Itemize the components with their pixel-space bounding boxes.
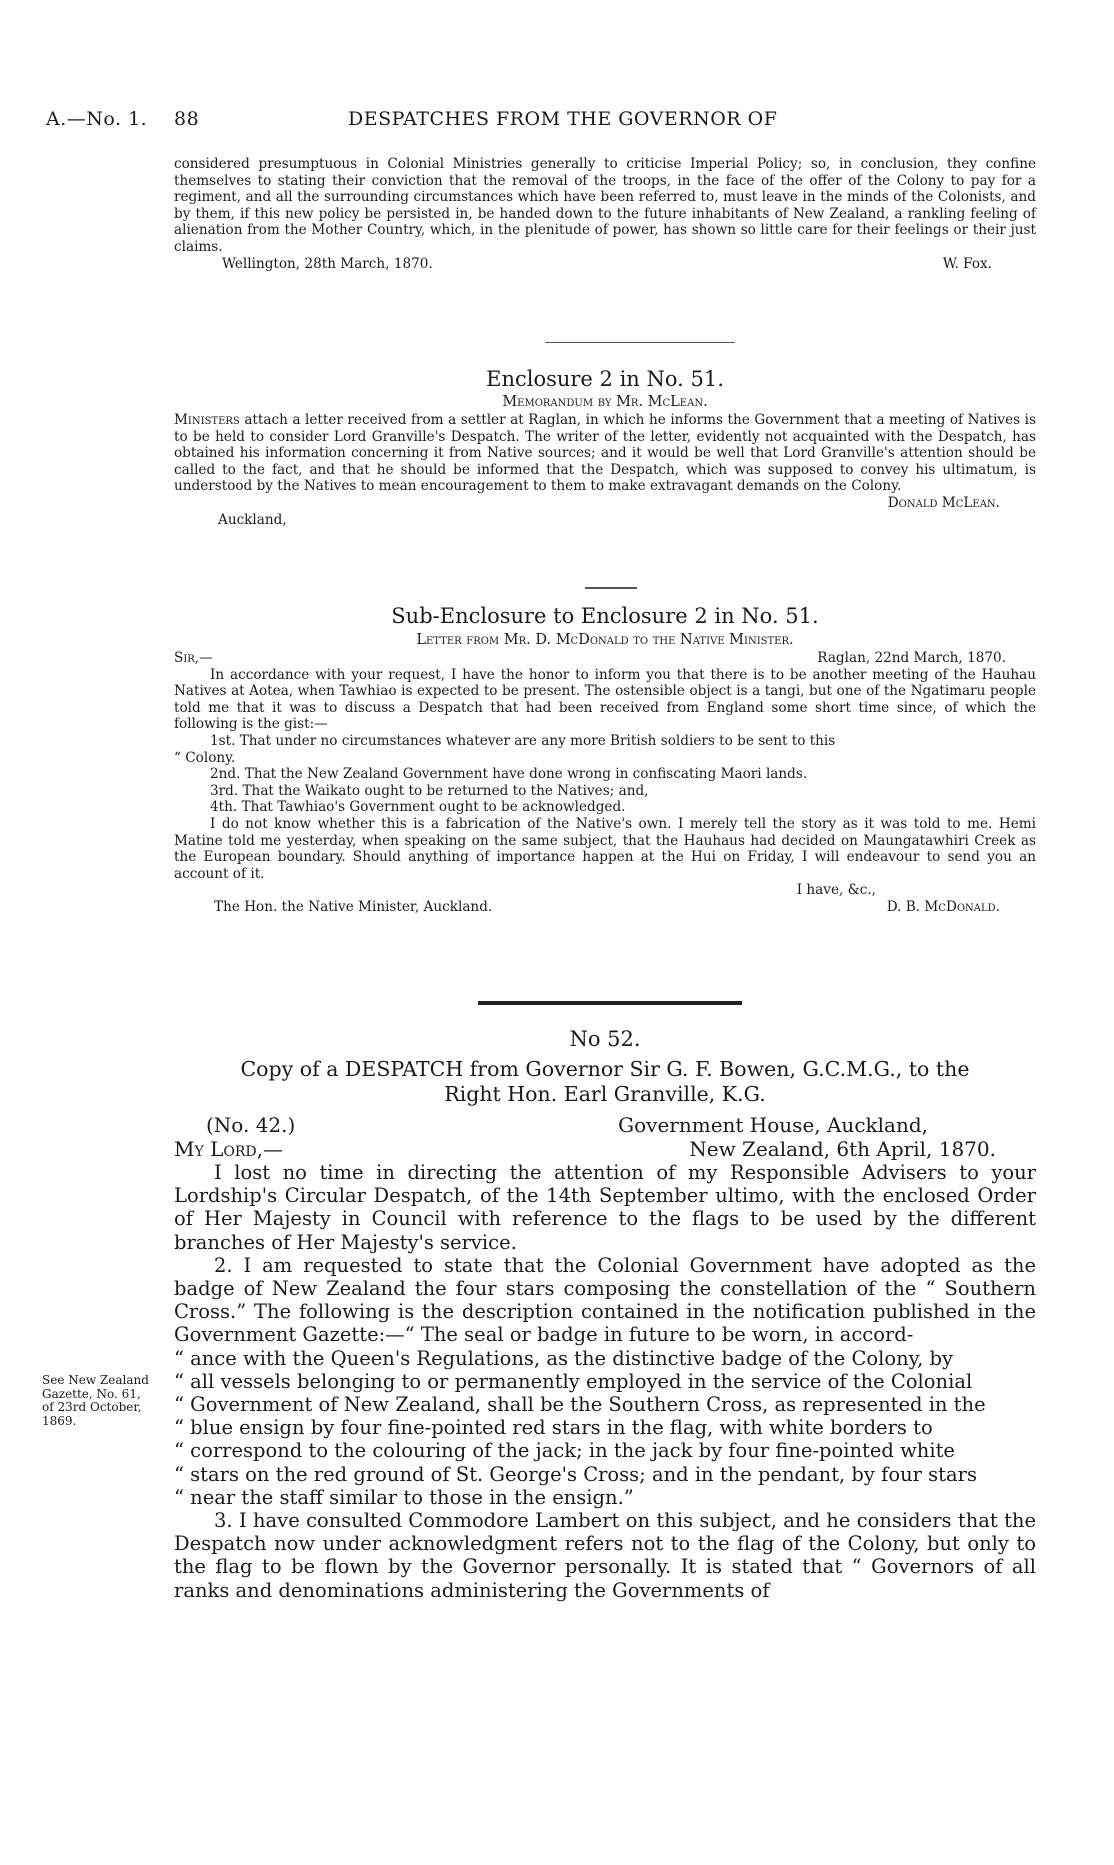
despatch-address-1: Government House, Auckland, [618,1113,928,1137]
list-item-1-continued: “ Colony. [174,749,236,766]
opening-place-date: Wellington, 28th March, 1870. [222,255,433,272]
sub-enclosure-closing: I have, &c., [796,882,876,899]
list-item-3: 3rd. That the Waikato ought to be returned to the Natives; and, [210,782,649,799]
quote-line: “ near the staff similar to those in the ensign.” [174,1485,634,1509]
short-divider [585,587,637,589]
quote-line: “ Government of New Zealand, shall be the Southern Cross, as represented in the [174,1393,986,1417]
despatch-para3: 3. I have consulted Commodore Lambert on this subject, and he considers that the Despatch now under acknowledgment refers not to the flag of the Colony, but only to the flag to be flown by the Governor personally. It is stated that “ Governors of all ranks and denominations administering the Governments of [174,1509,1036,1602]
list-item-4: 4th. That Tawhiao's Government ought to be acknowledged. [210,799,626,816]
despatch-address-2: New Zealand, 6th April, 1870. [689,1137,996,1161]
series-label: A.—No. 1. [46,108,148,130]
enclosure-2-title: Enclosure 2 in No. 51. [486,367,724,391]
margin-note-line: of 23rd October, [42,1400,142,1414]
sub-enclosure [174,602,1036,916]
sub-enclosure-place-date: Raglan, 22nd March, 1870. [817,650,1006,666]
thick-divider [478,1001,742,1005]
quote-line: “ ance with the Queen's Regulations, as the distinctive badge of the Colony, by [174,1346,954,1370]
sub-enclosure-addressee: The Hon. the Native Minister, Auckland. [214,898,493,915]
enclosure-2-lead: Ministers [174,412,240,428]
despatch-salutation-row [174,1137,1036,1161]
quote-line: “ stars on the red ground of St. George's Cross; and in the pendant, by four stars [174,1462,977,1486]
sub-enclosure-signature: D. B. McDonald. [886,898,1000,915]
despatch-no-52 [174,1025,1036,1602]
section-divider [545,342,735,343]
list-item-2: 2nd. That the New Zealand Government have done wrong in confiscating Maori lands. [210,766,808,783]
opening-signature: W. Fox. [942,255,992,272]
margin-note-line: See New Zealand [42,1373,149,1387]
sub-enclosure-salutation: Sir,— [174,650,213,666]
page-number: 88 [174,108,200,130]
enclosure-2-body [174,412,1036,495]
opening-section [174,156,1036,272]
enclosure-2 [174,366,1036,528]
opening-signoff [174,256,1036,273]
despatch-ref: (No. 42.) [206,1113,296,1137]
despatch-title-line2: Right Hon. Earl Granville, K.G. [444,1082,766,1106]
margin-note-line: 1869. [42,1413,77,1428]
despatch-para1: I lost no time in directing the attention of my Responsible Advisers to your Lordship's Circular Despatch, of the 14th September ultimo, with the enclosed Order of Her Majesty in Council with reference to the flags to be used by the different branches of Her Majesty's service. [174,1161,1036,1254]
despatch-title-line1: Copy of a DESPATCH from Governor Sir G. F. Bowen, G.C.M.G., to the [240,1057,970,1081]
despatch-para2: 2. I am requested to state that the Colonial Government have adopted as the badge of New Zealand the four stars composing the constellation of the “ Southern Cross.” The following is the description contained in the notification published in the Government Gazette:—“ The seal or badge in future to be worn, in accord- [174,1253,1036,1347]
despatch-ref-row [174,1113,1036,1137]
sub-enclosure-title: Sub-Enclosure to Enclosure 2 in No. 51. [391,604,819,628]
opening-paragraph: considered presumptuous in Colonial Ministries generally to criticise Imperial Policy; so, in conclusion, they confine themselves to stating their conviction that the removal of the troops, in the face of the offer of the Colony to pay for a regiment, and all the surrounding circumstances which have been referred to, must leave in the minds of the Colonists, and by them, if this new policy be persisted in, be handed down to the future inhabitants of New Zealand, a rankling feeling of alienation from the Mother Country, which, in the plenitude of power, has shown so little care for their feelings or their just claims. [174,156,1036,255]
sub-enclosure-salutation-row [174,650,1036,667]
margin-note [42,1374,172,1428]
sub-enclosure-subtitle: Letter from Mr. D. McDonald to the Native Minister. [416,632,794,648]
quote-line: “ correspond to the colouring of the jack; in the jack by four fine-pointed white [174,1439,955,1463]
margin-note-line: Gazette, No. 61, [42,1386,141,1401]
enclosure-2-text: attach a letter received from a settler at Raglan, in which he informs the Government that a meeting of Natives is to be held to consider Lord Granville's Despatch. The writer of the letter, evidently not acquainted with the Despatch, has obtained his information concerning it from Native sources; and it would be well that Lord Granville's attention should be called to the fact, and that he should be informed that the Despatch, which was supposed to convey his ultimatum, is understood by the Natives to mean encouragement to them to make extravagant demands on the Colony. [174,412,1036,495]
enclosure-2-place: Auckland, [218,511,287,528]
despatch-salutation: My Lord,— [174,1137,283,1161]
sub-enclosure-signoff [174,899,1036,916]
quote-line: “ blue ensign by four fine-pointed red stars in the flag, with white borders to [174,1416,933,1440]
list-item-1: 1st. That under no circumstances whatever are any more British soldiers to be sent to this [210,732,836,749]
running-title: DESPATCHES FROM THE GOVERNOR OF [348,108,778,130]
enclosure-2-signature: Donald McLean. [887,494,1000,511]
despatch-number: No 52. [569,1027,641,1051]
sub-enclosure-para2: I do not know whether this is a fabrication of the Native's own. I merely tell the story as it was told to me. Hemi Matine told me yesterday, when speaking on the same subject, that the Hauhaus had decided on Maungatawhiri Creek as the European boundary. Should anything of importance happen at the Hui on Friday, I will endeavour to send you an account of it. [174,815,1036,882]
sub-enclosure-para1: In accordance with your request, I have the honor to inform you that there is to be another meeting of the Hauhau Natives at Aotea, when Tawhiao is expected to be present. The ostensible object is a tangi, but one of the Ngatimaru people told me that it was to discuss a Despatch that had been received from England some short time since, of which the following is the gist:— [174,666,1036,733]
quote-line: “ all vessels belonging to or permanently employed in the service of the Colonial [174,1369,973,1393]
enclosure-2-subtitle: Memorandum by Mr. McLean. [502,394,708,410]
